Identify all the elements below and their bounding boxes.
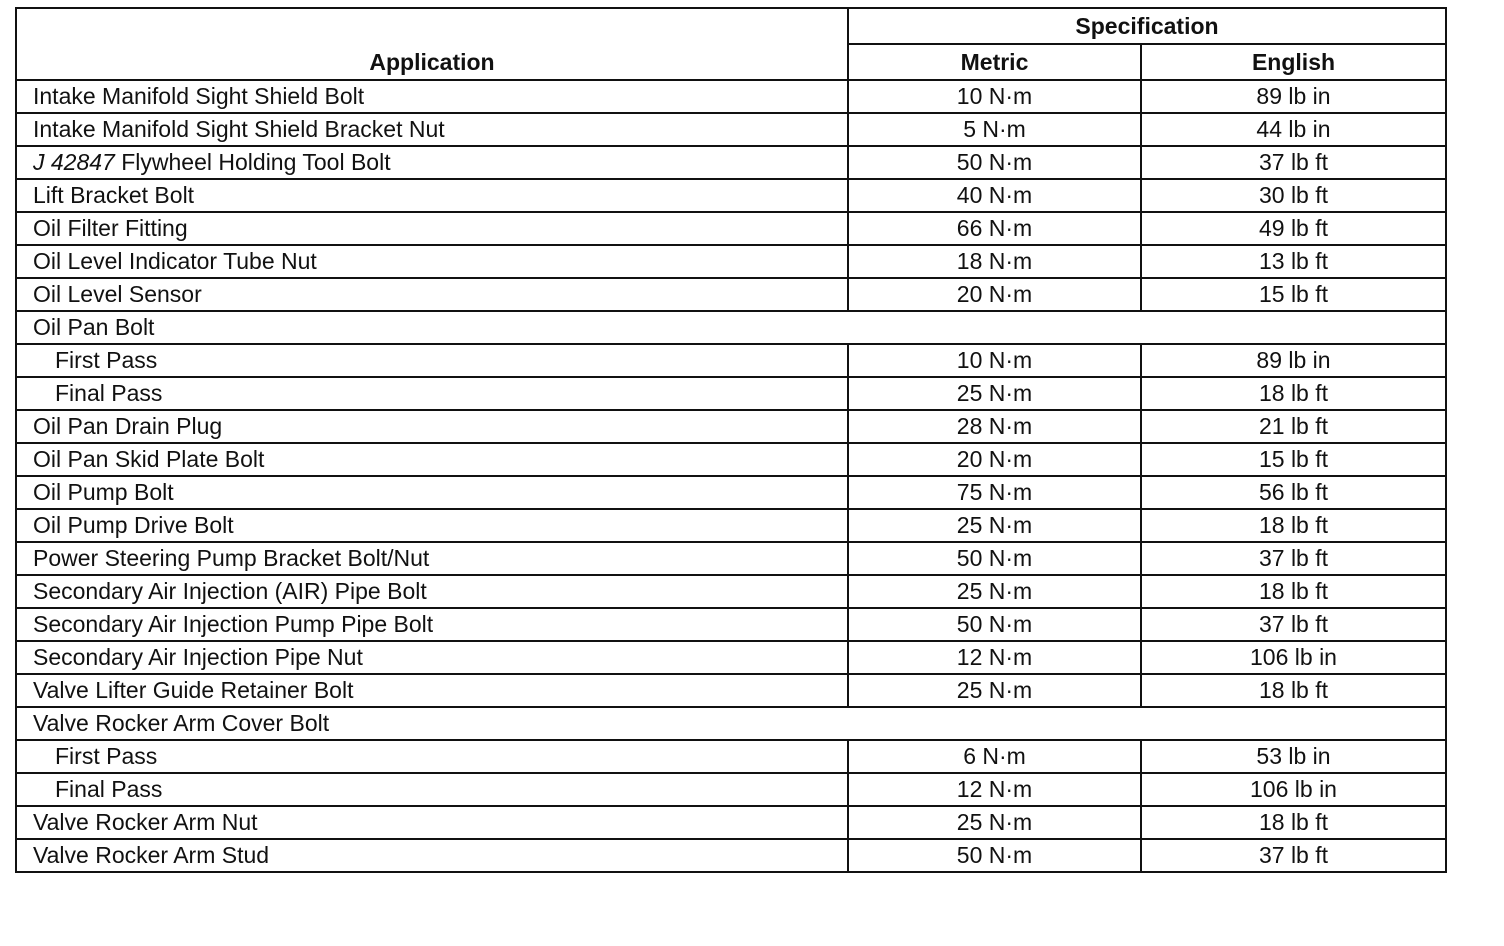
application-cell: Lift Bracket Bolt [16,179,848,212]
application-cell: Oil Pan Drain Plug [16,410,848,443]
table-row [16,641,1446,674]
metric-value: 25 N·m [848,575,1141,608]
table-row [16,542,1446,575]
english-value: 37 lb ft [1141,839,1446,872]
application-cell: Oil Level Sensor [16,278,848,311]
table-row [16,377,1446,410]
english-value: 37 lb ft [1141,146,1446,179]
table-row [16,608,1446,641]
metric-value: 25 N·m [848,377,1141,410]
table-row [16,839,1446,872]
header-row-top [16,8,1446,44]
application-label: Flywheel Holding Tool Bolt [114,149,391,175]
english-value: 37 lb ft [1141,542,1446,575]
group-label: Valve Rocker Arm Cover Bolt [16,707,1446,740]
metric-value: 18 N·m [848,245,1141,278]
application-cell: Valve Lifter Guide Retainer Bolt [16,674,848,707]
english-value: 89 lb in [1141,344,1446,377]
group-label: Oil Pan Bolt [16,311,1446,344]
table-header [16,8,1446,80]
english-value: 106 lb in [1141,773,1446,806]
metric-value: 12 N·m [848,773,1141,806]
metric-value: 66 N·m [848,212,1141,245]
application-cell: Intake Manifold Sight Shield Bracket Nut [16,113,848,146]
application-cell: Secondary Air Injection Pipe Nut [16,641,848,674]
english-value: 18 lb ft [1141,575,1446,608]
english-value: 30 lb ft [1141,179,1446,212]
english-value: 21 lb ft [1141,410,1446,443]
table-row [16,575,1446,608]
application-cell: Intake Manifold Sight Shield Bolt [16,80,848,113]
metric-value: 6 N·m [848,740,1141,773]
metric-value: 50 N·m [848,839,1141,872]
english-value: 53 lb in [1141,740,1446,773]
table-row [16,410,1446,443]
metric-value: 25 N·m [848,806,1141,839]
table-row [16,443,1446,476]
fastener-spec-table [15,7,1447,873]
english-value: 18 lb ft [1141,509,1446,542]
table-row [16,113,1446,146]
table-row [16,773,1446,806]
application-cell: Oil Pump Drive Bolt [16,509,848,542]
application-cell: Valve Rocker Arm Nut [16,806,848,839]
application-cell: First Pass [16,344,848,377]
table-row [16,179,1446,212]
metric-value: 75 N·m [848,476,1141,509]
application-cell: Valve Rocker Arm Stud [16,839,848,872]
english-value: 49 lb ft [1141,212,1446,245]
english-value: 15 lb ft [1141,443,1446,476]
application-cell: Secondary Air Injection (AIR) Pipe Bolt [16,575,848,608]
english-value: 89 lb in [1141,80,1446,113]
english-value: 44 lb in [1141,113,1446,146]
table-row [16,245,1446,278]
table-body [16,80,1446,872]
application-cell: Power Steering Pump Bracket Bolt/Nut [16,542,848,575]
tool-reference: J 42847 [33,149,115,175]
application-cell: Oil Level Indicator Tube Nut [16,245,848,278]
english-value: 18 lb ft [1141,674,1446,707]
metric-value: 10 N·m [848,80,1141,113]
english-value: 37 lb ft [1141,608,1446,641]
english-value: 13 lb ft [1141,245,1446,278]
table-row [16,212,1446,245]
table-row [16,146,1446,179]
table-row [16,740,1446,773]
english-value: 18 lb ft [1141,377,1446,410]
table-row [16,674,1446,707]
metric-value: 25 N·m [848,674,1141,707]
application-cell [16,146,848,179]
english-header: English [1141,44,1446,80]
metric-value: 20 N·m [848,278,1141,311]
metric-value: 28 N·m [848,410,1141,443]
table-row [16,344,1446,377]
metric-value: 12 N·m [848,641,1141,674]
english-value: 18 lb ft [1141,806,1446,839]
metric-value: 50 N·m [848,542,1141,575]
application-cell: Oil Pump Bolt [16,476,848,509]
metric-header: Metric [848,44,1141,80]
table-row [16,80,1446,113]
metric-value: 40 N·m [848,179,1141,212]
table-row [16,509,1446,542]
application-cell: Final Pass [16,773,848,806]
table-group-row [16,707,1446,740]
application-cell: Secondary Air Injection Pump Pipe Bolt [16,608,848,641]
metric-value: 5 N·m [848,113,1141,146]
specification-header: Specification [848,8,1446,44]
application-cell: Final Pass [16,377,848,410]
table-group-row [16,311,1446,344]
application-cell: First Pass [16,740,848,773]
english-value: 15 lb ft [1141,278,1446,311]
application-cell: Oil Filter Fitting [16,212,848,245]
table-row [16,278,1446,311]
metric-value: 25 N·m [848,509,1141,542]
application-header: Application [16,8,848,80]
metric-value: 50 N·m [848,146,1141,179]
metric-value: 10 N·m [848,344,1141,377]
table-row [16,476,1446,509]
table-row [16,806,1446,839]
metric-value: 50 N·m [848,608,1141,641]
metric-value: 20 N·m [848,443,1141,476]
english-value: 56 lb ft [1141,476,1446,509]
english-value: 106 lb in [1141,641,1446,674]
application-cell: Oil Pan Skid Plate Bolt [16,443,848,476]
